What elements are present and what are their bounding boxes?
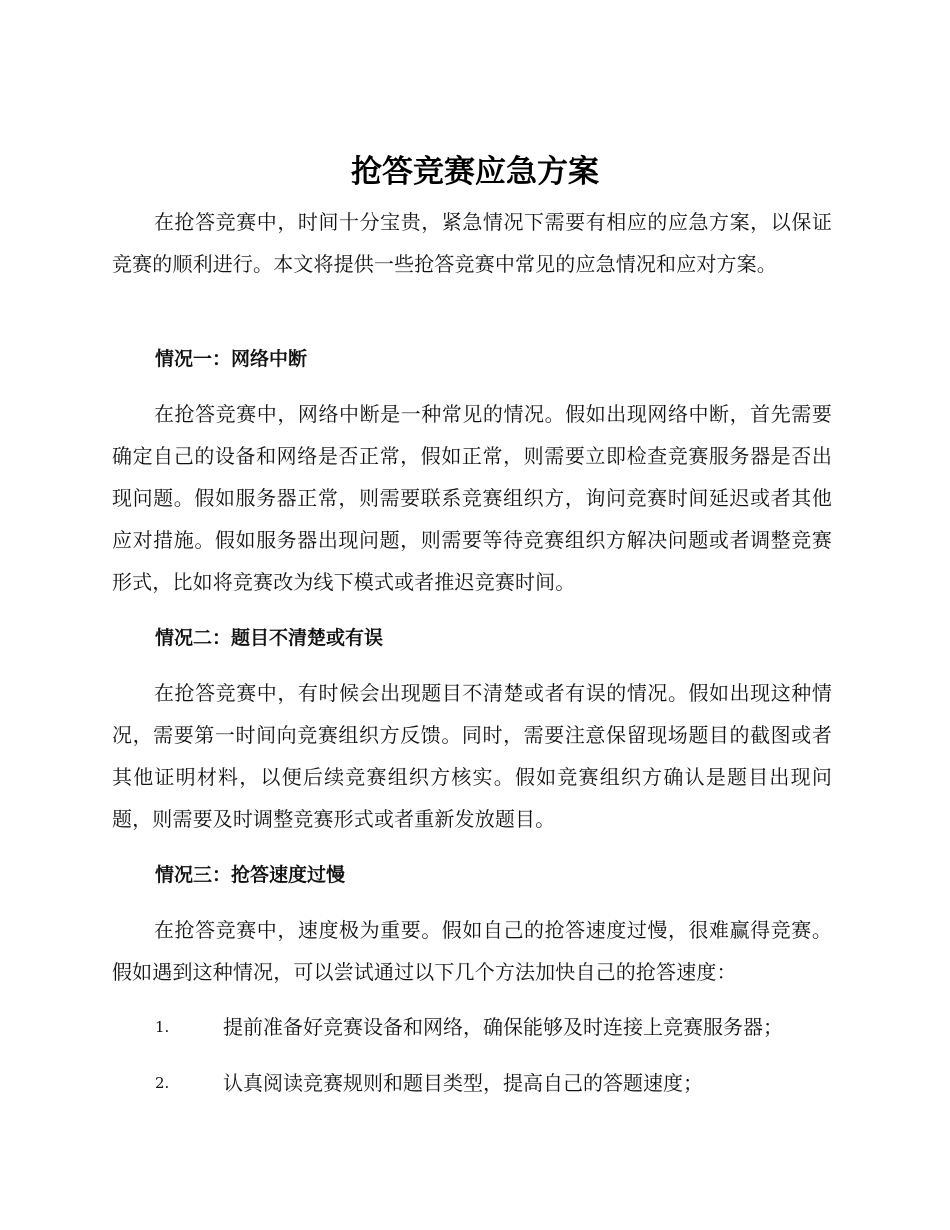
list-text: 提前准备好竞赛设备和网络，确保能够及时连接上竞赛服务器；	[223, 1015, 783, 1039]
list-text: 认真阅读竞赛规则和题目类型，提高自己的答题速度；	[223, 1071, 703, 1095]
document-title: 抢答竞赛应急方案	[351, 154, 599, 190]
section-body-3: 在抢答竞赛中，速度极为重要。假如自己的抢答速度过慢，很难赢得竞赛。假如遇到这种情况，可以尝试通过以下几个方法加快自己的抢答速度：	[112, 918, 832, 984]
section-heading-2: 情况二：题目不清楚或有误	[155, 627, 384, 649]
section-heading-1: 情况一：网络中断	[155, 348, 308, 370]
section-heading-3: 情况三：抢答速度过慢	[155, 864, 346, 886]
list-item-2	[155, 1068, 835, 1098]
section-body-2: 在抢答竞赛中，有时候会出现题目不清楚或者有误的情况。假如出现这种情况，需要第一时间向竞赛组织方反馈。同时，需要注意保留现场题目的截图或者其他证明材料，以便后续竞赛组织方核实。假如竞赛组织方确认是题目出现问题，则需要及时调整竞赛形式或者重新发放题目。	[112, 681, 832, 831]
list-item-1	[155, 1012, 835, 1042]
intro-paragraph: 在抢答竞赛中，时间十分宝贵，紧急情况下需要有相应的应急方案，以保证竞赛的顺利进行。本文将提供一些抢答竞赛中常见的应急情况和应对方案。	[112, 210, 832, 276]
list-number: 2.	[155, 1074, 170, 1092]
list-number: 1.	[155, 1018, 170, 1036]
section-body-1: 在抢答竞赛中，网络中断是一种常见的情况。假如出现网络中断，首先需要确定自己的设备和网络是否正常，假如正常，则需要立即检查竞赛服务器是否出现问题。假如服务器正常，则需要联系竞赛组织方，询问竞赛时间延迟或者其他应对措施。假如服务器出现问题，则需要等待竞赛组织方解决问题或者调整竞赛形式，比如将竞赛改为线下模式或者推迟竞赛时间。	[112, 402, 832, 594]
